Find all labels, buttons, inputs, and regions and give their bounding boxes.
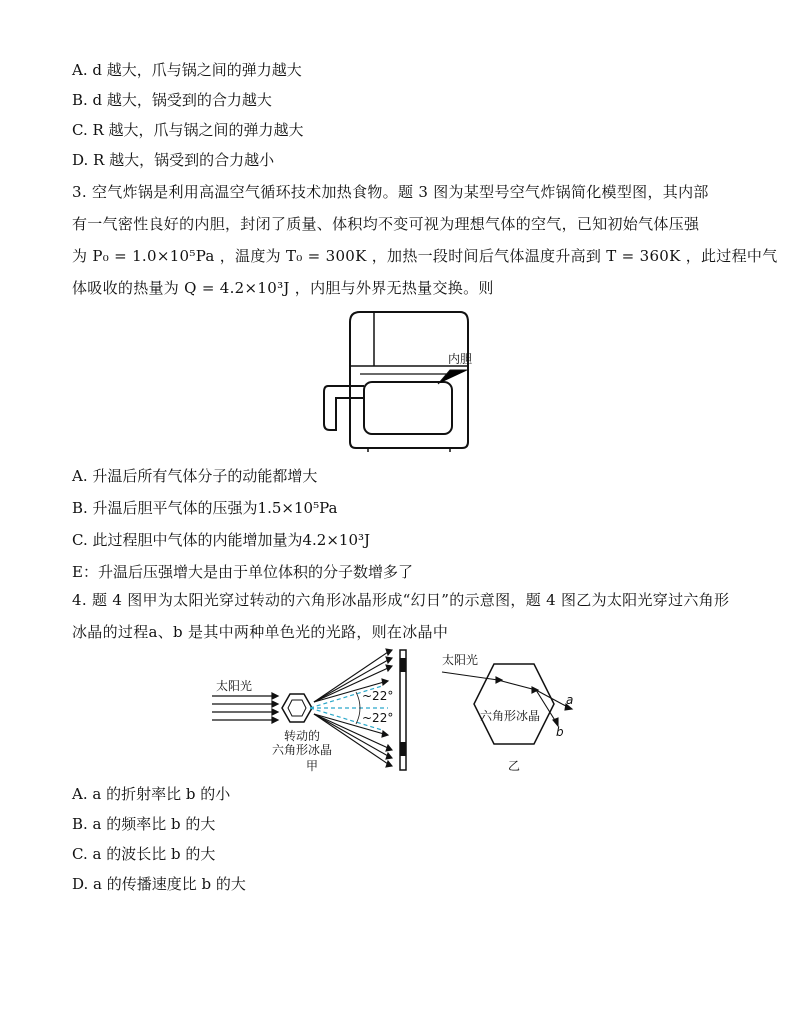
fig-b-sunlight-label: 太阳光 (442, 653, 479, 667)
air-fryer-figure (318, 306, 488, 456)
rotating-crystal-icon (282, 694, 312, 722)
fig-b-ray-a: a (566, 693, 574, 707)
q4-option-d: D. a 的传播速度比 b 的大 (72, 875, 246, 893)
q2-option-b: B. d 越大，锅受到的合力越大 (72, 91, 272, 109)
fig-b-ray-b: b (556, 725, 564, 739)
q4-option-b: B. a 的频率比 b 的大 (72, 815, 216, 833)
fig-a-caption: 甲 (306, 759, 319, 773)
q3-option-a: A. 升温后所有气体分子的动能都增大 (72, 467, 318, 485)
figure-4a (212, 649, 406, 773)
q3-stem-line3: 为 P₀ = 1.0×10⁵Pa ，温度为 T₀ = 300K ，加热一段时间后气体温度升高到 T = 360K ，此过程中气 (72, 247, 778, 265)
fig-a-crystal-label-1: 转动的 (284, 729, 321, 743)
q3-stem-line1: 3. 空气炸锅是利用高温空气循环技术加热食物。题 3 图为某型号空气炸锅简化模型图，其内部 (72, 183, 709, 201)
fig-a-crystal-label-2: 六角形冰晶 (272, 743, 333, 757)
q4-stem-line1: 4. 题 4 图甲为太阳光穿过转动的六角形冰晶形成“幻日”的示意图，题 4 图乙为太阳光穿过六角形 (72, 591, 730, 609)
q4-stem-line2: 冰晶的过程a、b 是其中两种单色光的光路，则在冰晶中 (72, 623, 449, 641)
fig-a-sunlight-label: 太阳光 (216, 679, 253, 693)
q2-option-d: D. R 越大，锅受到的合力越小 (72, 151, 275, 169)
q4-option-c: C. a 的波长比 b 的大 (72, 845, 216, 863)
q3-stem-line4: 体吸收的热量为 Q = 4.2×10³J ，内胆与外界无热量交换。则 (72, 279, 494, 297)
q3-option-b: B. 升温后胆平气体的压强为1.5×10⁵Pa (72, 499, 338, 517)
q3-option-c: C. 此过程胆中气体的内能增加量为4.2×10³J (72, 531, 371, 549)
q3-option-e: E：升温后压强增大是由于单位体积的分子数增多了 (72, 563, 413, 581)
fig-b-crystal-label: 六角形冰晶 (480, 709, 541, 723)
fig-b-caption: 乙 (508, 759, 521, 773)
q4-option-a: A. a 的折射率比 b 的小 (72, 785, 231, 803)
q3-stem-line2: 有一气密性良好的内胆，封闭了质量、体积均不变可视为理想气体的空气，已知初始气体压强 (72, 215, 700, 233)
hexagon-crystal-icon (474, 664, 554, 744)
figure-4 (210, 646, 582, 774)
q2-option-a: A. d 越大，爪与锅之间的弹力越大 (72, 61, 302, 79)
fig-a-angle-top: ~22° (362, 689, 394, 703)
fig-a-angle-bottom: ~22° (362, 711, 394, 725)
figure-4b (442, 652, 573, 773)
q2-option-c: C. R 越大，爪与锅之间的弹力越大 (72, 121, 304, 139)
inner-pot-label: 内胆 (448, 352, 473, 366)
